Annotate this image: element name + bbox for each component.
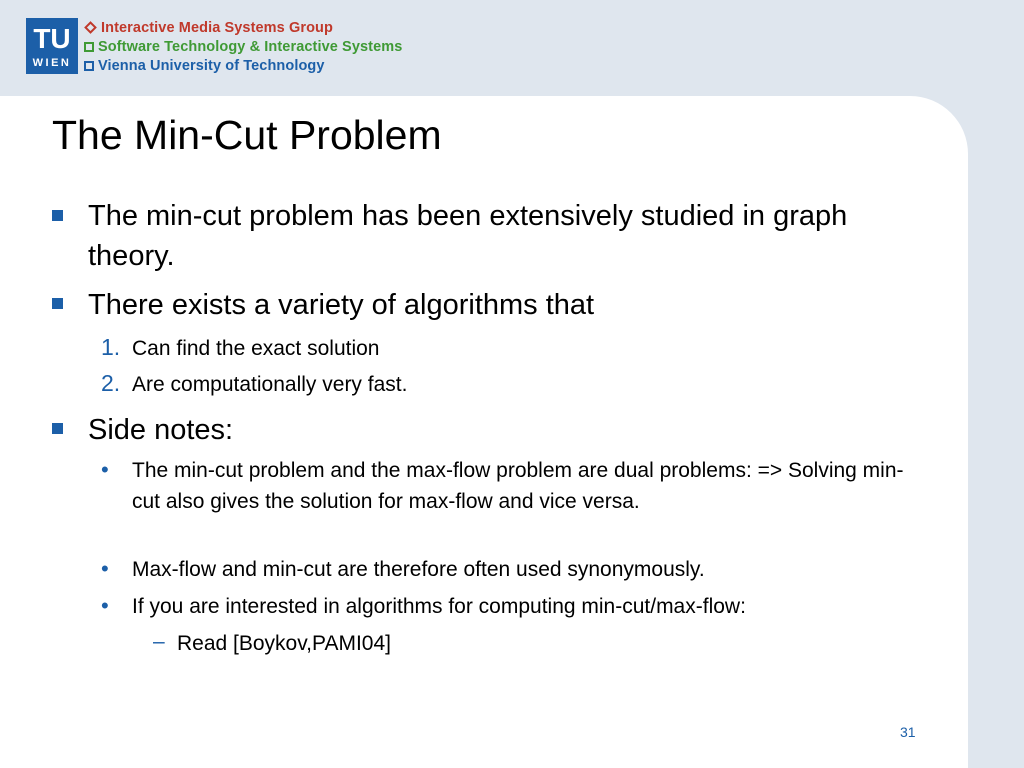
square-bullet-icon xyxy=(52,423,63,434)
list-marker: 2. xyxy=(101,370,121,396)
org-line-1 xyxy=(84,18,402,37)
slide-title: The Min-Cut Problem xyxy=(52,112,442,158)
dot-bullet-icon: • xyxy=(101,556,109,581)
tu-wien-logo xyxy=(26,18,78,74)
side-note-3: If you are interested in algorithms for computing min-cut/max-flow: xyxy=(132,595,746,618)
dot-bullet-icon: • xyxy=(101,593,109,618)
org-lines xyxy=(84,18,402,75)
side-note-1: The min-cut problem and the max-flow problem are dual problems: => Solving min-cut also gives the solution for max-flow and vice versa. xyxy=(132,459,904,513)
org-line-2 xyxy=(84,37,402,56)
dot-bullet-icon: • xyxy=(101,457,109,482)
org-line-1-text: Interactive Media Systems Group xyxy=(101,19,333,36)
bullet-3: Side notes: xyxy=(88,414,234,446)
sub-item-2: Are computationally very fast. xyxy=(132,373,408,396)
svg-text:TU: TU xyxy=(33,23,71,54)
bullet-2: There exists a variety of algorithms that xyxy=(88,289,595,321)
sub-item-1: Can find the exact solution xyxy=(132,337,380,360)
square-bullet-icon xyxy=(52,298,63,309)
page-number: 31 xyxy=(900,724,916,740)
square-icon xyxy=(84,61,94,71)
side-note-2: Max-flow and min-cut are therefore often used synonymously. xyxy=(132,558,705,581)
reference-item: Read [Boykov,PAMI04] xyxy=(177,632,391,655)
square-icon xyxy=(84,42,94,52)
org-line-2-text: Software Technology & Interactive Systems xyxy=(98,38,403,55)
org-line-3 xyxy=(84,56,402,75)
dash-bullet-icon: – xyxy=(153,630,165,653)
square-bullet-icon xyxy=(52,210,63,221)
bullet-1: The min-cut problem has been extensively studied in graph theory. xyxy=(88,200,848,272)
diamond-icon xyxy=(84,21,97,34)
svg-text:WIEN: WIEN xyxy=(32,57,72,69)
org-line-3-text: Vienna University of Technology xyxy=(98,57,325,74)
list-marker: 1. xyxy=(101,334,121,360)
